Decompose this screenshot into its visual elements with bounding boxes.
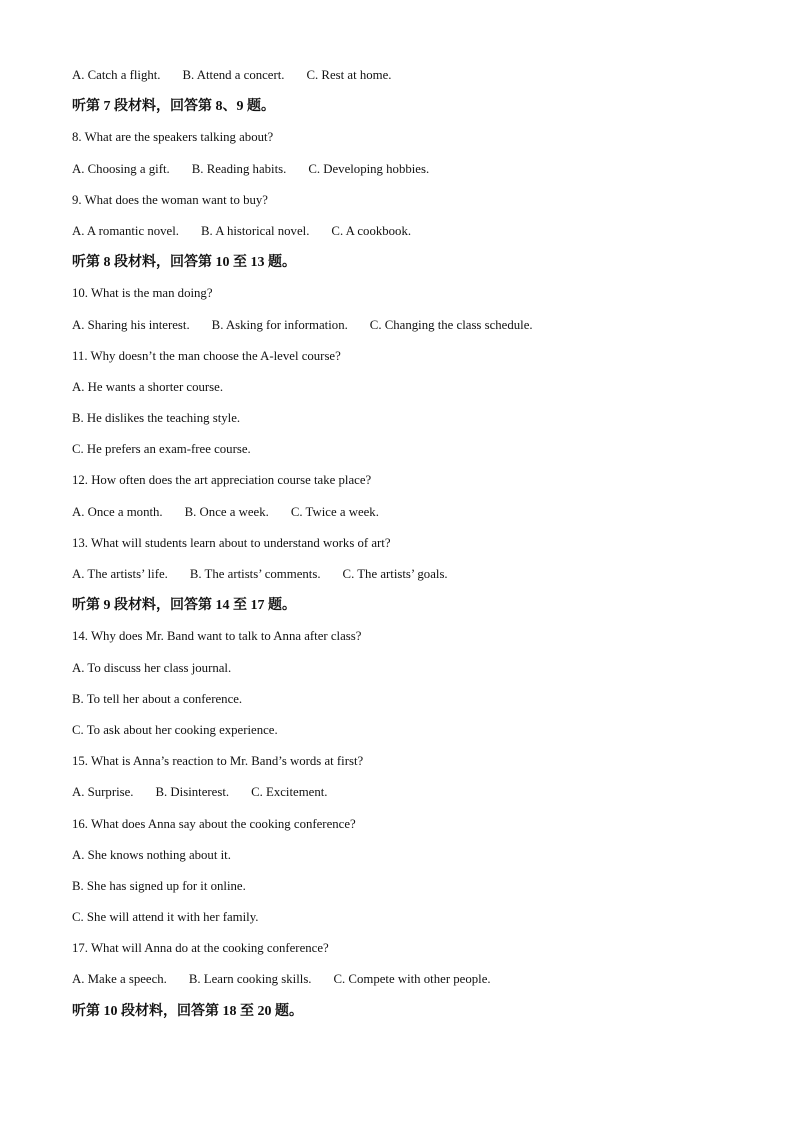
answer-option: A. Surprise. xyxy=(72,785,134,800)
answer-options-row xyxy=(72,777,722,808)
answer-options-row xyxy=(72,154,722,185)
answer-option: A. Once a month. xyxy=(72,504,163,519)
answer-option: A. The artists’ life. xyxy=(72,567,168,581)
answer-option: C. He prefers an exam-free course. xyxy=(72,442,251,457)
answer-option: C. To ask about her cooking experience. xyxy=(72,722,278,737)
answer-option: A. A romantic novel. xyxy=(72,223,179,238)
question-text: 11. Why doesn’t the man choose the A-level course? xyxy=(72,348,341,363)
question-text: 13. What will students learn about to understand works of art? xyxy=(72,535,391,550)
answer-option: A. To discuss her class journal. xyxy=(72,660,232,675)
answer-option: A. Sharing his interest. xyxy=(72,317,190,332)
answer-option: B. Asking for information. xyxy=(211,317,348,332)
section-heading: 听第 9 段材料，回答第 14 至 17 题。 xyxy=(72,598,296,614)
section-heading: 听第 10 段材料，回答第 18 至 20 题。 xyxy=(72,1003,303,1019)
answer-option: B. The artists’ comments. xyxy=(189,567,321,581)
answer-options-row xyxy=(72,964,722,995)
answer-option: B. Reading habits. xyxy=(191,161,287,176)
answer-option: C. Rest at home. xyxy=(306,68,392,82)
exam-page xyxy=(72,60,722,1027)
answer-option: B. He dislikes the teaching style. xyxy=(72,411,241,426)
answer-option: C. Twice a week. xyxy=(290,504,379,519)
answer-options-row xyxy=(72,497,722,528)
answer-options-row xyxy=(72,60,722,91)
question-text: 8. What are the speakers talking about? xyxy=(72,130,274,145)
answer-option: B. Learn cooking skills. xyxy=(188,972,312,987)
answer-option: C. Excitement. xyxy=(251,785,328,800)
answer-option: A. Choosing a gift. xyxy=(72,161,170,176)
answer-option: B. Attend a concert. xyxy=(182,68,285,82)
answer-option: C. Compete with other people. xyxy=(333,972,491,987)
answer-options-row xyxy=(72,559,722,590)
answer-option: C. Changing the class schedule. xyxy=(369,317,533,332)
question-text: 14. Why does Mr. Band want to talk to Anna after class? xyxy=(72,629,362,644)
answer-option: B. Disinterest. xyxy=(155,785,230,800)
question-text: 16. What does Anna say about the cooking conference? xyxy=(72,816,356,831)
section-heading: 听第 7 段材料，回答第 8、9 题。 xyxy=(72,99,275,115)
answer-option: A. She knows nothing about it. xyxy=(72,847,231,862)
answer-option: C. The artists’ goals. xyxy=(342,567,448,581)
section-heading: 听第 8 段材料，回答第 10 至 13 题。 xyxy=(72,255,296,271)
question-text: 10. What is the man doing? xyxy=(72,286,213,301)
answer-option: A. He wants a shorter course. xyxy=(72,379,224,394)
answer-option: C. Developing hobbies. xyxy=(308,161,430,176)
answer-options-row xyxy=(72,216,722,247)
answer-option: C. A cookbook. xyxy=(331,223,412,238)
answer-options-row xyxy=(72,310,722,341)
answer-option: B. To tell her about a conference. xyxy=(72,691,243,706)
question-text: 12. How often does the art appreciation course take place? xyxy=(72,473,372,488)
answer-option: B. Once a week. xyxy=(184,504,269,519)
question-text: 15. What is Anna’s reaction to Mr. Band’s words at first? xyxy=(72,754,364,769)
answer-option: A. Make a speech. xyxy=(72,972,167,987)
question-text: 9. What does the woman want to buy? xyxy=(72,192,268,207)
answer-option: B. She has signed up for it online. xyxy=(72,878,246,893)
answer-option: B. A historical novel. xyxy=(200,223,310,238)
question-text: 17. What will Anna do at the cooking conference? xyxy=(72,941,329,956)
answer-option: C. She will attend it with her family. xyxy=(72,910,259,925)
answer-option: A. Catch a flight. xyxy=(72,68,161,82)
